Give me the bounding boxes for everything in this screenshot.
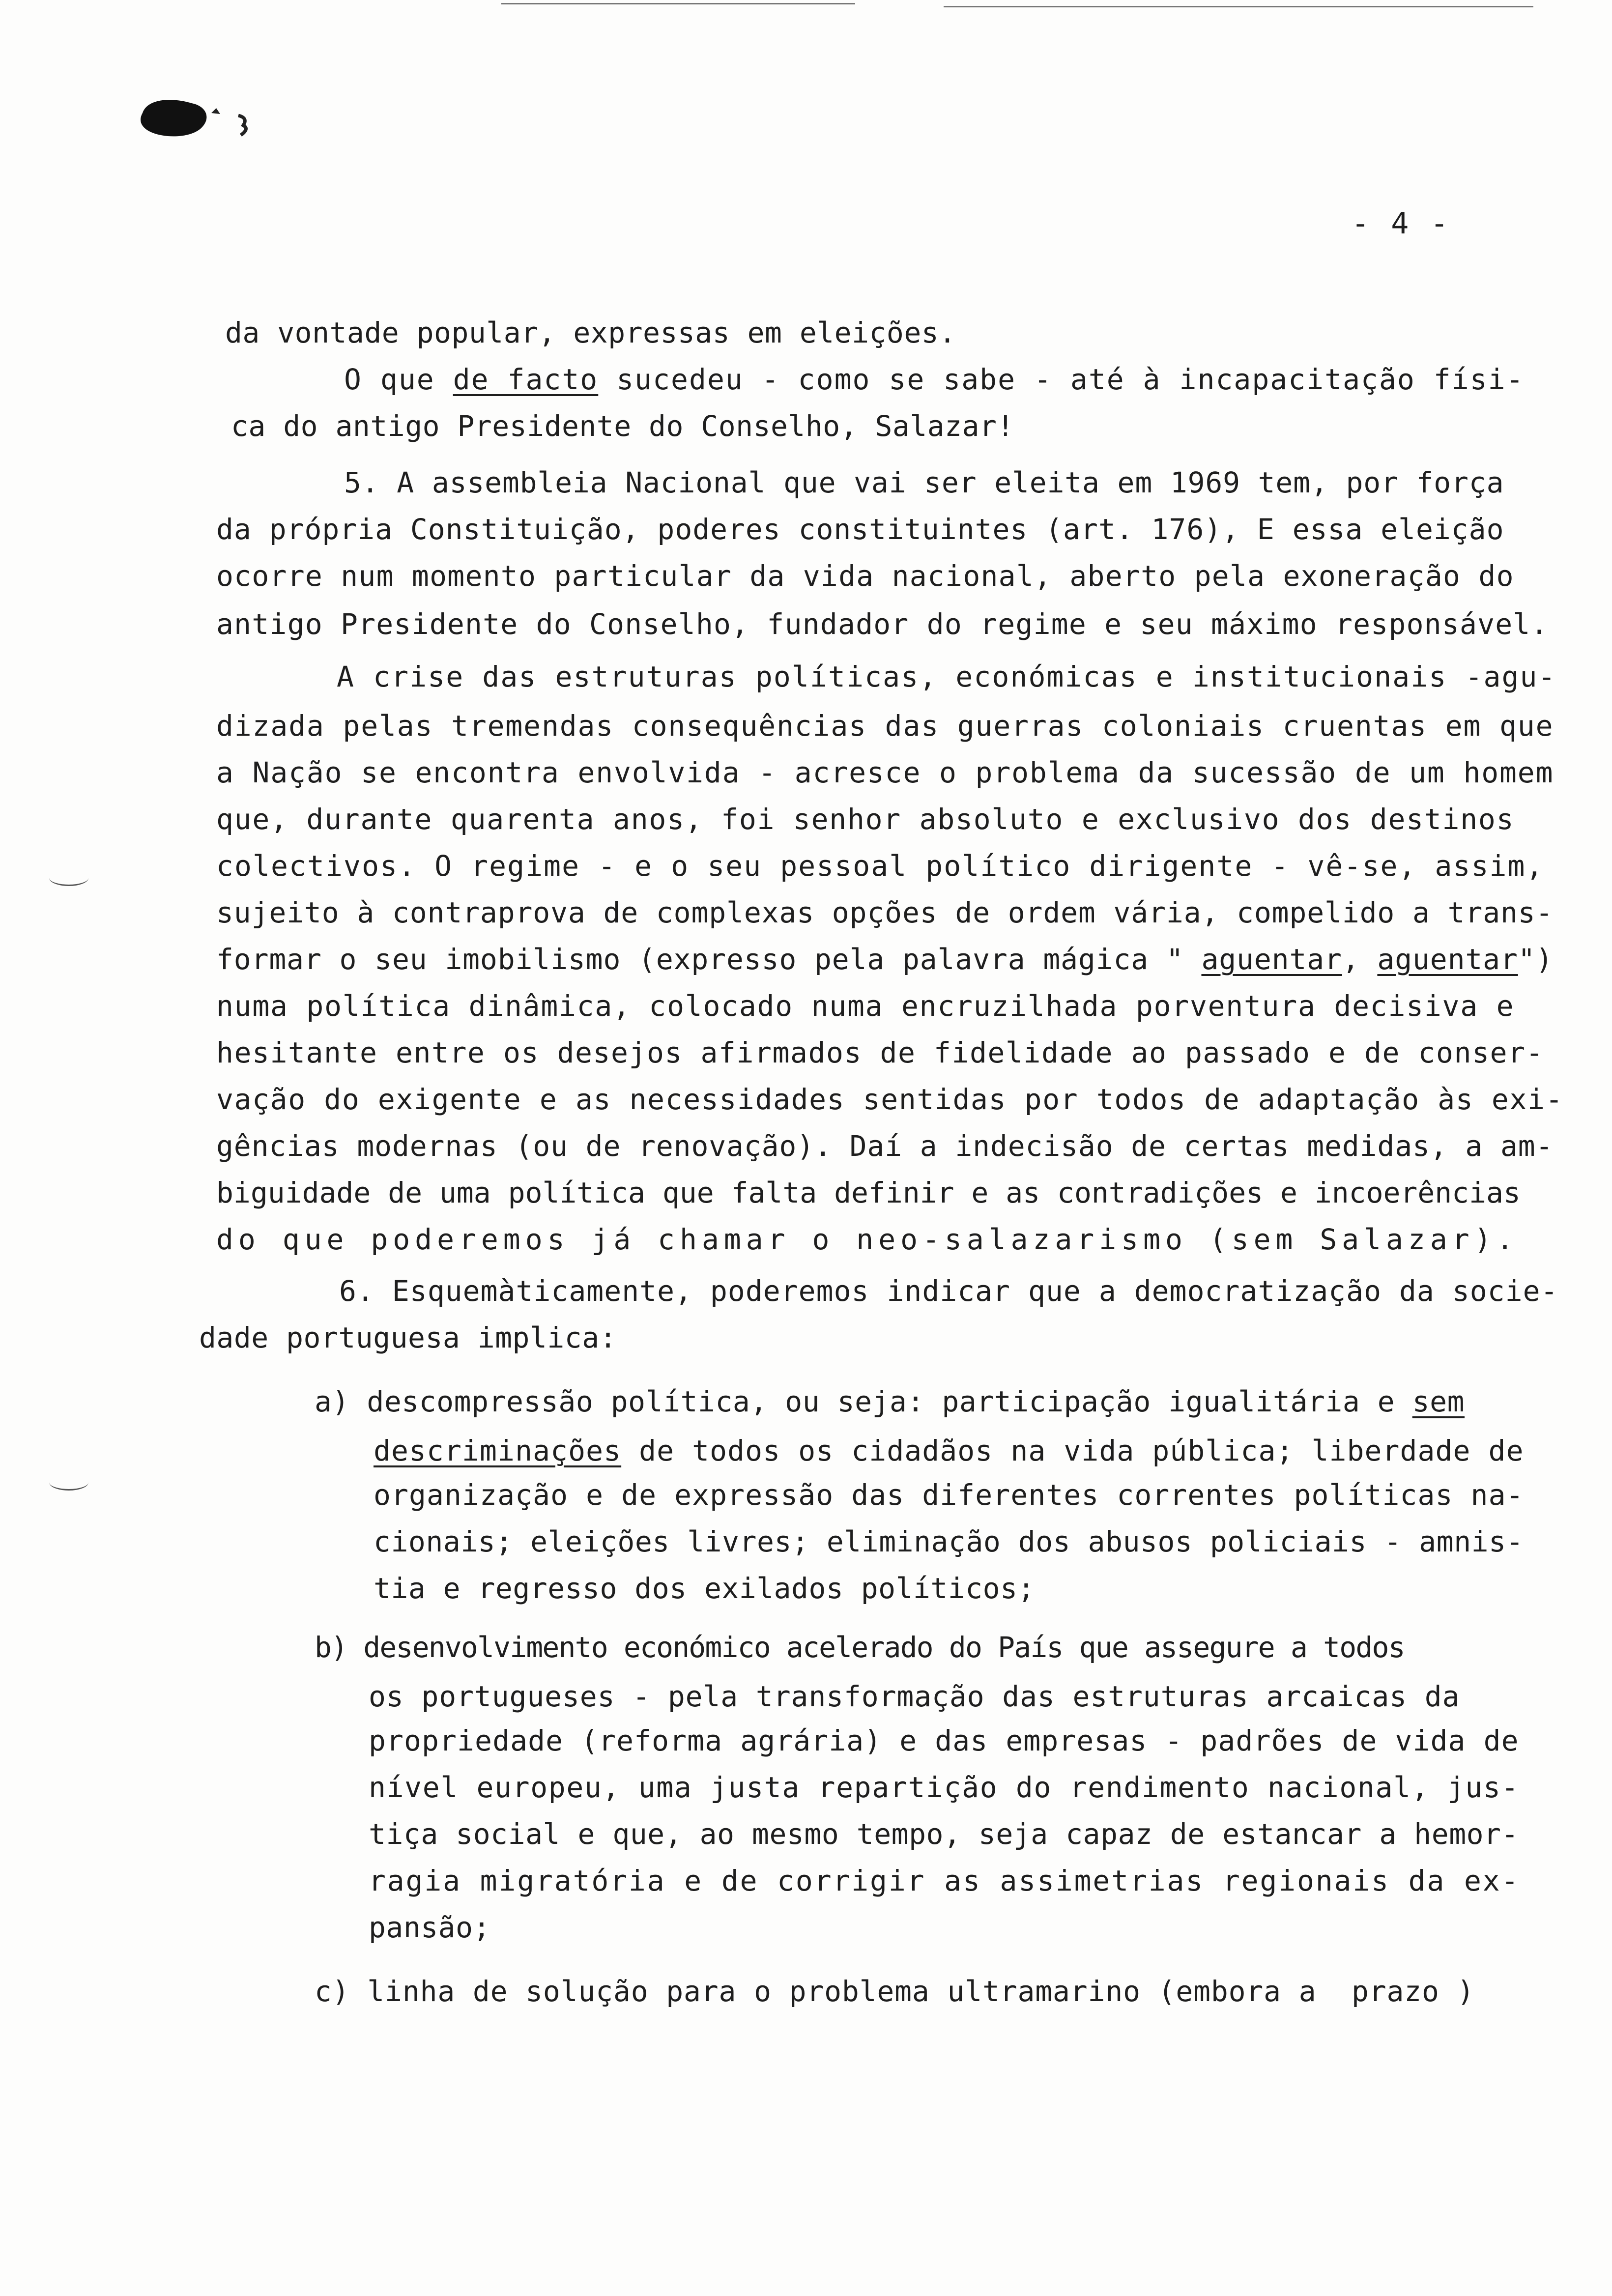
text-line — [369, 1725, 1519, 1756]
text-segment: a Nação se encontra envolvida - acresce o problema da sucessão de um homem — [216, 756, 1554, 789]
text-line — [369, 1681, 1460, 1712]
scan-edge-line — [501, 3, 855, 4]
text-segment: ragia migratória e de corrigir as assimetrias regionais da ex- — [369, 1864, 1520, 1897]
text-segment: pansão; — [369, 1911, 490, 1944]
text-segment: do que poderemos já chamar o neo-salazarismo (sem Salazar). — [216, 1223, 1519, 1256]
text-segment: gências modernas (ou de renovação). Daí a indecisão de certas medidas, a am- — [216, 1129, 1554, 1163]
text-line — [344, 467, 1504, 498]
text-segment: colectivos. O regime - e o seu pessoal político dirigente - vê-se, assim, — [216, 849, 1544, 883]
text-line — [216, 944, 1553, 975]
text-segment: vação do exigente e as necessidades sentidas por todos de adaptação às exi- — [216, 1083, 1564, 1116]
text-segment: organização e de expressão das diferentes correntes políticas na- — [374, 1478, 1524, 1512]
text-line — [315, 1976, 1474, 2007]
underlined-phrase: aguentar — [1201, 943, 1342, 976]
text-segment: antigo Presidente do Conselho, fundador do regime e seu máximo responsável. — [216, 607, 1549, 641]
text-line — [225, 317, 956, 348]
text-line — [216, 990, 1514, 1022]
text-line — [337, 661, 1556, 692]
ink-blot-mark — [138, 93, 265, 143]
underlined-phrase: sem — [1412, 1385, 1465, 1418]
text-segment: hesitante entre os desejos afirmados de fidelidade ao passado e de conser- — [216, 1036, 1544, 1069]
page-number: - 4 - — [1352, 206, 1450, 241]
text-line — [374, 1526, 1524, 1557]
text-segment: dade portuguesa implica: — [199, 1321, 617, 1354]
text-line — [216, 1177, 1521, 1208]
scan-edge-line — [944, 6, 1533, 7]
text-line — [374, 1435, 1524, 1466]
text-segment: ocorre num momento particular da vida nacional, aberto pela exoneração do — [216, 559, 1514, 593]
text-line — [374, 1479, 1524, 1511]
underlined-phrase: descriminações — [374, 1434, 622, 1467]
text-segment: os portugueses - pela transformação das estruturas arcaicas da — [369, 1680, 1460, 1713]
text-line — [216, 710, 1554, 742]
text-segment: propriedade (reforma agrária) e das empresas - padrões de vida de — [369, 1724, 1519, 1757]
text-line — [216, 850, 1544, 882]
text-line — [216, 1130, 1553, 1162]
text-segment: tia e regresso dos exilados políticos; — [374, 1572, 1035, 1605]
text-line — [374, 1573, 1035, 1604]
text-line — [216, 1084, 1563, 1115]
text-segment: de todos os cidadãos na vida pública; liberdade de — [621, 1434, 1524, 1467]
margin-mark — [49, 870, 88, 886]
text-segment: ca do antigo Presidente do Conselho, Salazar! — [231, 409, 1014, 443]
text-segment: biguidade de uma política que falta definir e as contradições e incoerências — [216, 1176, 1521, 1209]
text-line — [216, 1224, 1519, 1255]
text-segment: nível europeu, uma justa repartição do rendimento nacional, jus- — [369, 1771, 1520, 1804]
underlined-phrase: de facto — [453, 363, 599, 396]
text-segment: , — [1342, 943, 1378, 976]
text-line — [344, 364, 1525, 395]
text-segment: da vontade popular, expressas em eleições. — [225, 316, 956, 349]
text-segment: tiça social e que, ao mesmo tempo, seja capaz de estancar a hemor- — [369, 1817, 1519, 1851]
text-segment: c) linha de solução para o problema ultramarino (embora a prazo ) — [315, 1975, 1475, 2008]
text-line — [369, 1818, 1519, 1850]
text-line — [216, 897, 1553, 928]
text-segment: b) desenvolvimento económico acelerado do País que assegure a todos — [315, 1631, 1405, 1664]
text-segment: dizada pelas tremendas consequências das guerras coloniais cruentas em que — [216, 709, 1554, 743]
text-segment: a) descompressão política, ou seja: participação igualitária e — [315, 1385, 1412, 1418]
text-line — [315, 1632, 1405, 1663]
text-segment: sucedeu - como se sabe - até à incapacitação físi- — [598, 363, 1525, 396]
margin-mark — [49, 1474, 88, 1491]
text-line — [199, 1322, 617, 1353]
text-line — [216, 608, 1549, 640]
text-segment: numa política dinâmica, colocado numa encruzilhada porventura decisiva e — [216, 989, 1515, 1023]
text-line — [369, 1865, 1520, 1896]
text-line — [231, 410, 1014, 442]
text-line — [216, 757, 1554, 788]
text-line — [216, 560, 1514, 592]
text-segment: O que — [344, 363, 453, 396]
text-line — [216, 804, 1514, 835]
underlined-phrase: aguentar — [1377, 943, 1518, 976]
text-line — [369, 1772, 1519, 1803]
text-line — [369, 1912, 490, 1943]
text-segment: A crise das estruturas políticas, económicas e institucionais -agu- — [337, 660, 1556, 693]
text-segment: 6. Esquemàticamente, poderemos indicar que a democratização da socie- — [339, 1274, 1558, 1308]
text-line — [339, 1275, 1558, 1307]
text-line — [315, 1386, 1465, 1417]
text-line — [216, 1037, 1544, 1068]
text-segment: sujeito à contraprova de complexas opções de ordem vária, compelido a trans- — [216, 896, 1554, 929]
text-segment: que, durante quarenta anos, foi senhor absoluto e exclusivo dos destinos — [216, 803, 1515, 836]
text-line — [216, 514, 1504, 545]
text-segment: da própria Constituição, poderes constituintes (art. 176), E essa eleição — [216, 513, 1504, 546]
text-segment: cionais; eleições livres; eliminação dos abusos policiais - amnis- — [374, 1525, 1524, 1558]
text-segment: formar o seu imobilismo (expresso pela palavra mágica " — [216, 943, 1202, 976]
text-segment: ") — [1518, 943, 1554, 976]
text-segment: 5. A assembleia Nacional que vai ser eleita em 1969 tem, por força — [344, 466, 1504, 499]
